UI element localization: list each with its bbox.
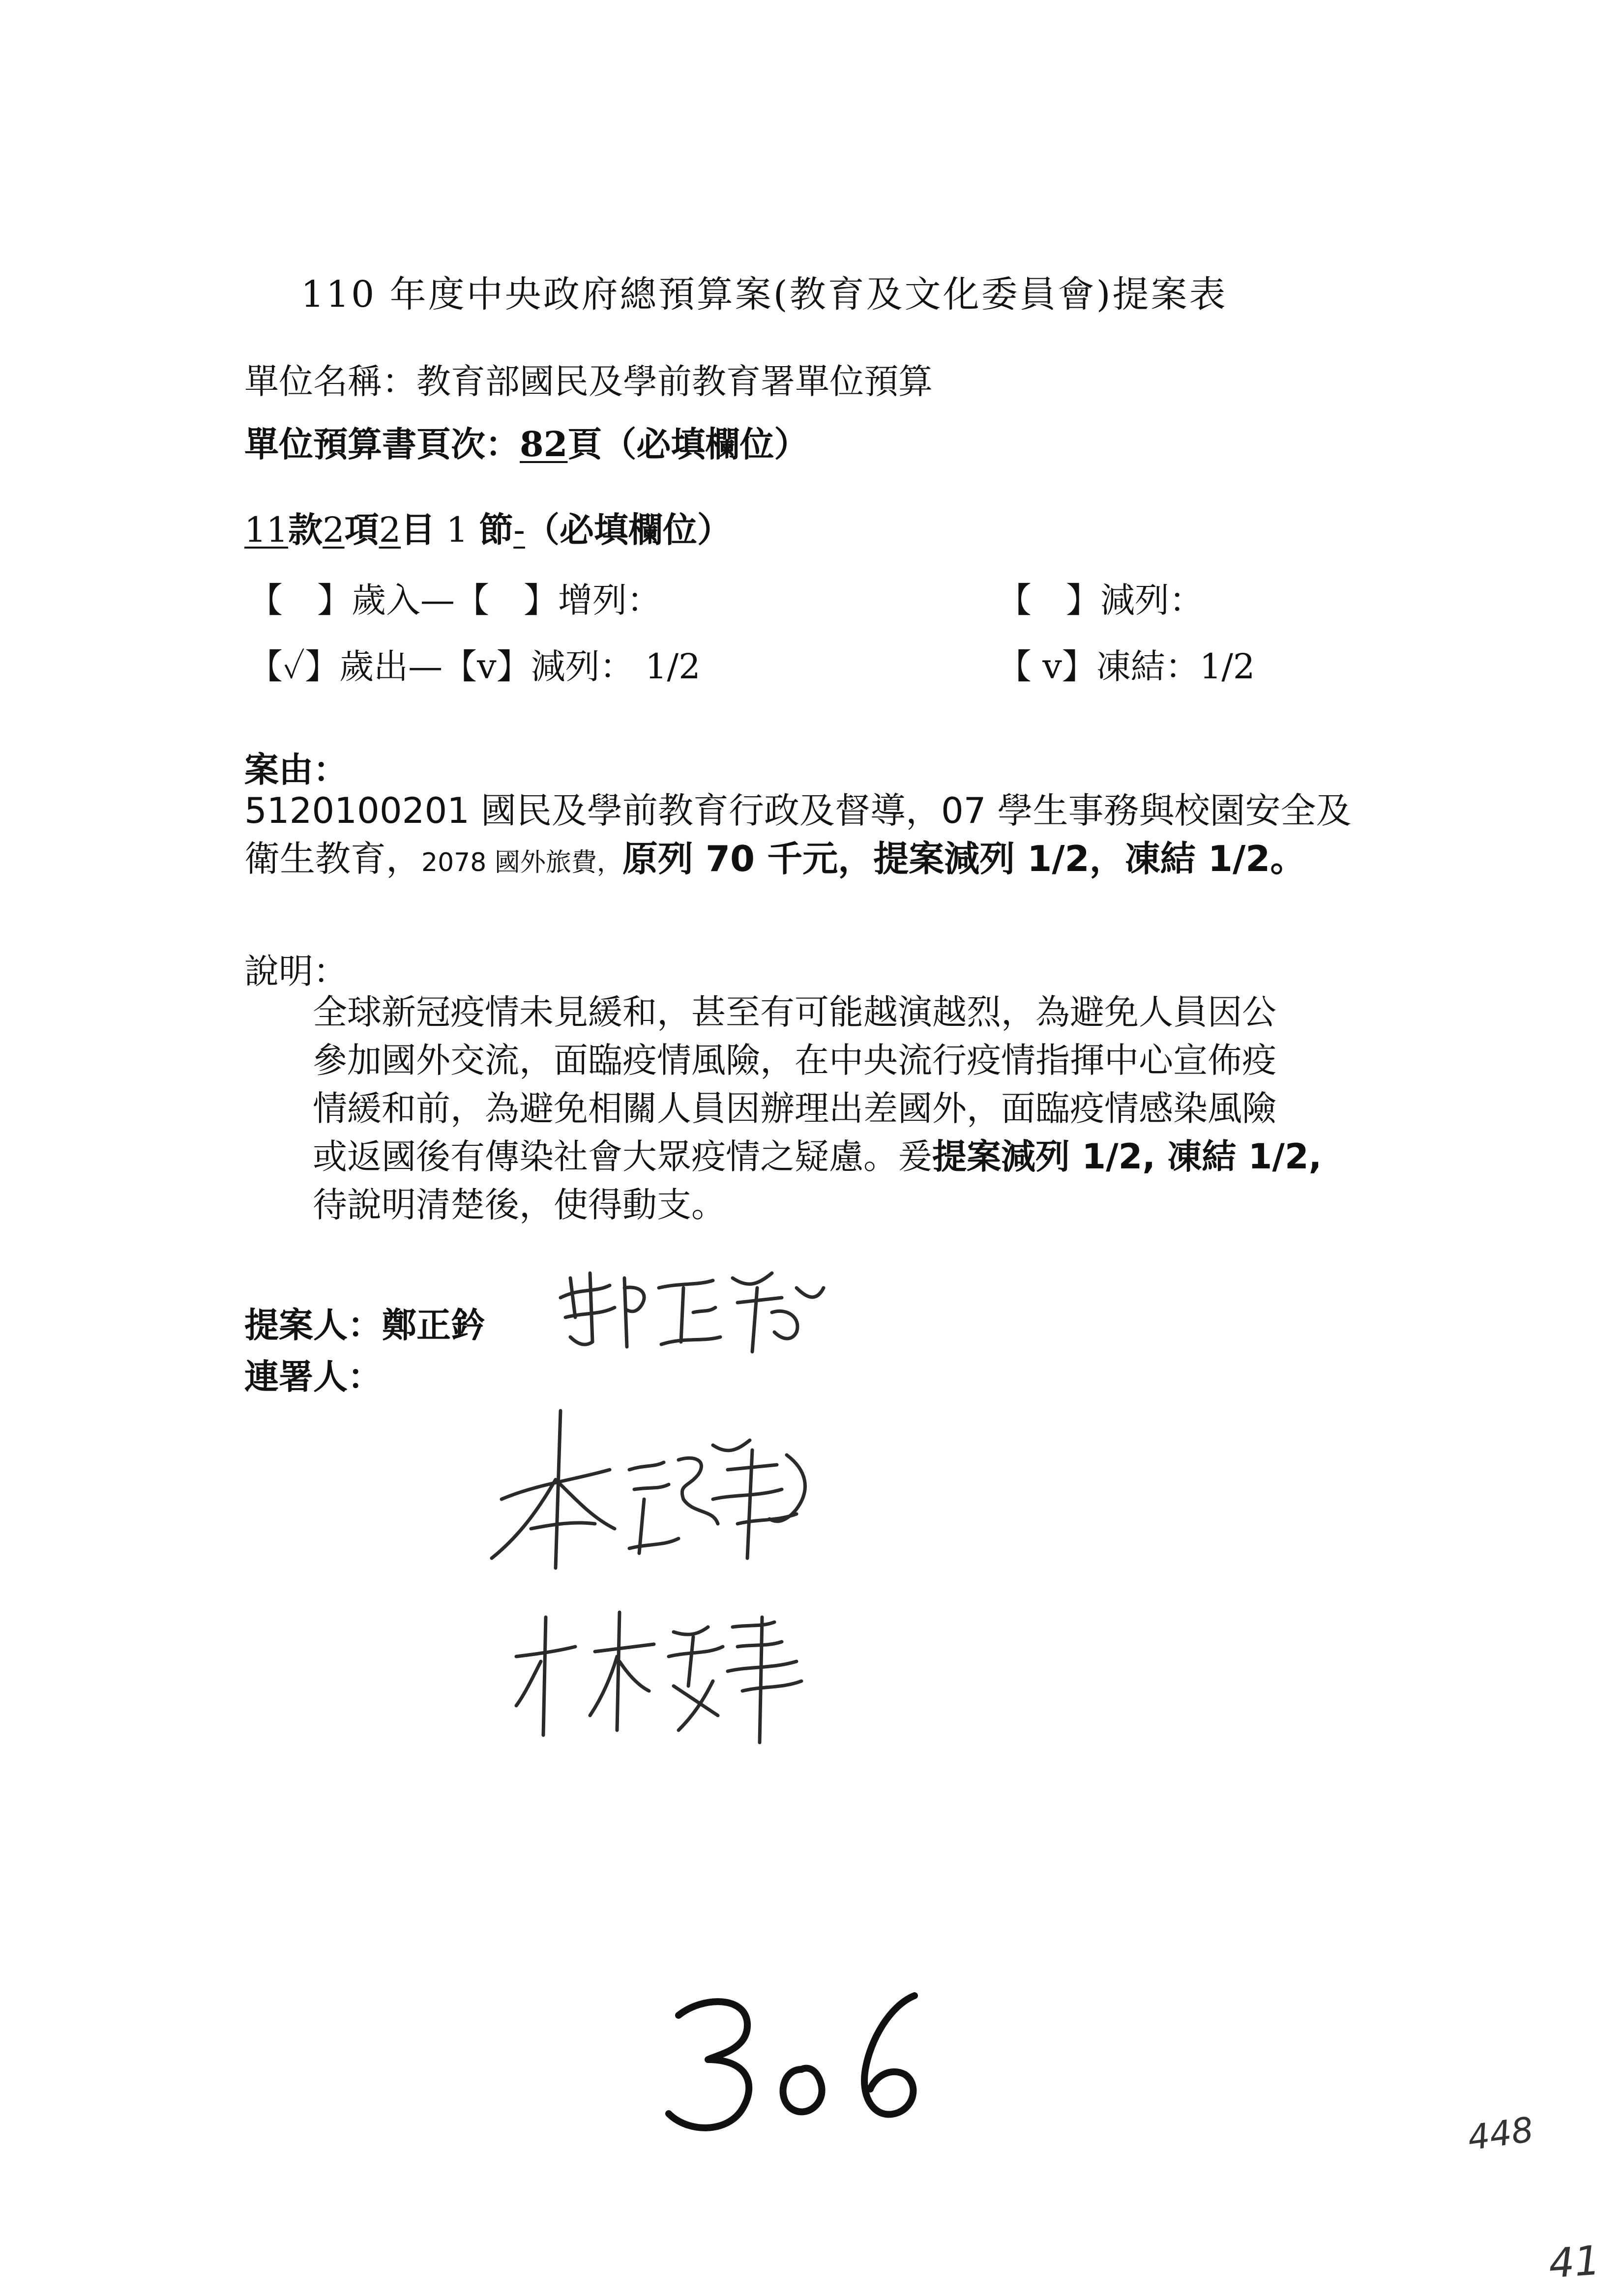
case-number-drawing <box>659 1986 934 2143</box>
revenue-checkbox: 【 】 <box>248 580 352 620</box>
jie-value: 1 <box>446 510 468 550</box>
proposer-row <box>244 1298 485 1347</box>
kuan-value: 11 <box>244 510 289 550</box>
reason-line-2 <box>244 835 1351 887</box>
expenditure-decrease-value: 1/2 <box>645 646 701 687</box>
proposer-label: 提案人： <box>244 1305 382 1345</box>
kuan-label: 款 <box>288 509 323 550</box>
case-number <box>659 1986 934 2145</box>
revenue-increase-checkbox: 【 】 <box>455 580 558 620</box>
cosigner-1-signature-drawing <box>482 1401 826 1578</box>
page-ref-label: 單位預算書頁次： <box>244 424 520 465</box>
page-ref-unit: 頁 <box>567 424 602 465</box>
proposer-name: 鄭正鈐 <box>382 1305 485 1345</box>
expenditure-checkbox: 【✓】 <box>248 646 340 687</box>
document-title: 110 年度中央政府總預算案(教育及文化委員會)提案表 <box>301 273 1228 316</box>
explanation-line-5: 待說明清楚後，使得動支。 <box>313 1185 726 1225</box>
freeze-label: 凍結： <box>1096 646 1200 687</box>
explanation-line-4 <box>313 1133 1394 1181</box>
proposer-signature-drawing <box>551 1258 826 1366</box>
freeze-value: 1/2 <box>1199 646 1255 687</box>
page-ref-number: 82 <box>520 424 568 465</box>
revenue-increase-label: 增列： <box>558 580 661 620</box>
item-dash: - <box>513 510 525 550</box>
reason-line-1: 5120100201 國民及學前教育行政及督導，07 學生事務與校園安全及 <box>244 790 1352 831</box>
revenue-label: 歲入— <box>352 580 455 620</box>
freeze-row <box>997 639 1255 689</box>
revenue-decrease-label: 減列： <box>1100 580 1204 620</box>
unit-name: 教育部國民及學前教育署單位預算 <box>416 361 933 402</box>
mu-value: 2 <box>379 510 401 550</box>
cosigner-2-signature <box>506 1598 811 1747</box>
explanation-line-4-bold: 提案減列 1/2, 凍結 1/2, <box>932 1136 1322 1177</box>
expenditure-label: 歲出— <box>339 646 443 687</box>
freeze-checkbox: 【 v】 <box>997 646 1096 687</box>
proposer-signature <box>551 1258 826 1368</box>
jie-label: 節 <box>479 509 514 550</box>
revenue-decrease <box>997 573 1204 622</box>
revenue-row <box>248 573 661 622</box>
explanation-line-2: 參加國外交流，面臨疫情風險，在中央流行疫情指揮中心宣佈疫 <box>313 1040 1276 1080</box>
expenditure-row <box>248 639 701 689</box>
xiang-label: 項 <box>344 509 379 550</box>
explanation-line-1: 全球新冠疫情未見緩和，甚至有可能越演越烈，為避免人員因公 <box>313 992 1276 1032</box>
mu-label: 目 <box>401 509 436 550</box>
expenditure-decrease-label: 減列： <box>531 646 634 687</box>
page-ref-row <box>244 417 808 466</box>
unit-row <box>244 354 933 404</box>
page-number-handwritten: 41 <box>1547 2237 1602 2288</box>
item-code-row <box>244 502 732 552</box>
reason-body <box>244 786 1351 887</box>
reason-line-2-c: 原列 70 千元，提案減列 1/2，凍結 1/2。 <box>622 838 1306 879</box>
cosigner-1-signature <box>482 1401 826 1580</box>
reason-line-2-b: 2078 國外旅費， <box>421 848 622 877</box>
explanation-heading: 說明： <box>244 951 348 991</box>
stamp-number: 448 <box>1465 2109 1536 2158</box>
explanation-body <box>313 988 1394 1229</box>
cosigner-2-signature-drawing <box>506 1598 811 1745</box>
page-ref-required-note: （必填欄位） <box>602 424 809 465</box>
revenue-decrease-checkbox: 【 】 <box>997 580 1100 620</box>
expenditure-decrease-checkbox: 【v】 <box>443 646 531 687</box>
explanation-line-3: 情緩和前，為避免相關人員因辦理出差國外，面臨疫情感染風險 <box>313 1088 1276 1129</box>
xiang-value: 2 <box>323 510 345 550</box>
reason-line-2-a: 衛生教育， <box>244 838 422 879</box>
item-required-note: （必填欄位） <box>525 509 732 550</box>
cosigners-label: 連署人： <box>244 1357 382 1397</box>
reason-heading: 案由： <box>244 749 348 790</box>
explanation-line-4-text: 或返國後有傳染社會大眾疫情之疑慮。爰 <box>313 1136 932 1177</box>
unit-label: 單位名稱： <box>244 361 416 402</box>
